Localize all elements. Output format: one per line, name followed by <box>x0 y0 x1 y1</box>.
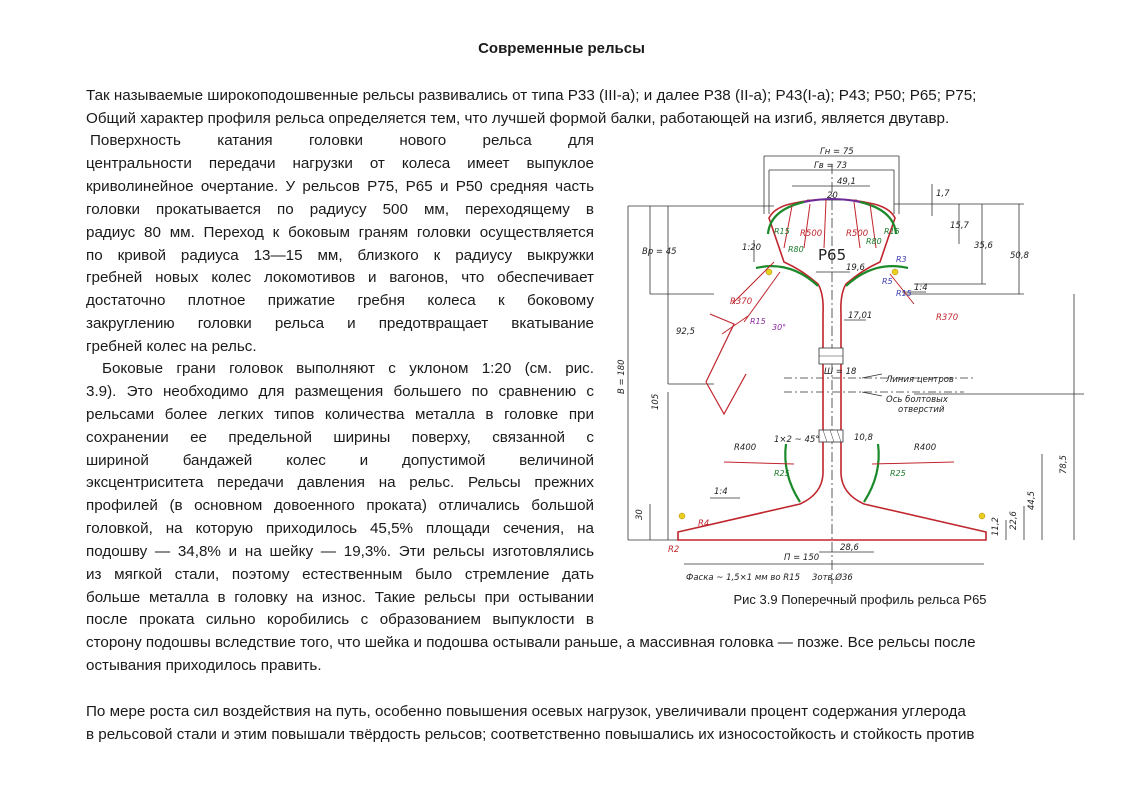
rail-profile-figure <box>614 144 1094 594</box>
rail-type-label: Р65 <box>818 246 847 264</box>
label-h112: 11,2 <box>991 517 1001 536</box>
label-r2: R2 <box>668 545 680 555</box>
final-line-1: По мере роста сил воздействия на путь, особенно повышения осевых нагрузок, увеличивали процент содержания углерода <box>86 703 966 720</box>
column-line: сохранении ее предельной ширины поверху, связанной с <box>86 429 594 446</box>
column-line: головки прокатывается по радиусу 500 мм, переходящему в <box>86 201 594 218</box>
label-h925: 92,5 <box>676 327 695 337</box>
column-line: эксцентриситета передачи давления на рельс. Рельсы прежних <box>86 474 594 491</box>
column-line: центральности передачи нагрузки от колеса имеет выпуклое <box>86 155 594 172</box>
label-gb: Гв = 73 <box>814 161 848 171</box>
label-slope14b: 1:4 <box>714 487 728 497</box>
column-line: достаточно плотное прижатие гребня колеса к боковому <box>86 292 594 309</box>
label-w1701: 17,01 <box>848 311 873 321</box>
label-r25b: R25 <box>890 469 906 478</box>
column-line: головкой, на которую приходилось 45,5% площади сечения, на <box>86 520 594 537</box>
column-line: гребней новых колес локомотивов и вагонов, что обеспечивает <box>86 269 594 286</box>
label-w491: 49,1 <box>837 177 856 187</box>
column-line: шириной бандажей колес и допустимой величиной <box>86 452 594 469</box>
label-r80a: R80 <box>788 245 804 254</box>
column-line: гребней колес на рельс. <box>86 338 257 355</box>
label-h157: 15,7 <box>950 221 969 231</box>
label-note2: 3отв.Ø36 <box>812 573 853 583</box>
column-line: больше металла в головку на износ. Такие рельсы при остывании <box>86 589 594 606</box>
label-w196: 19,6 <box>846 263 865 273</box>
label-slope120: 1:20 <box>742 243 762 253</box>
final-line-2: в рельсовой стали и этим повышали твёрдость рельсов; соответственно повышались их износостойкость и стойкость против <box>86 726 975 743</box>
column-line: рельсами более легких типов количества металла в головке при <box>86 406 594 423</box>
label-r15c: R15 <box>896 289 912 298</box>
label-r15d: R15 <box>750 317 766 326</box>
label-h508: 50,8 <box>1010 251 1029 261</box>
intro-line-1: Так называемые широкоподошвенные рельсы развивались от типа Р33 (III-а); и далее Р38 (II-а); Р43(I-а); Р43; Р50; Р65; Р75; <box>86 87 977 104</box>
label-r500b: R500 <box>846 229 869 239</box>
column-line: Поверхность катания головки нового рельса для <box>90 132 594 149</box>
label-r80b: R80 <box>866 237 882 246</box>
figure-caption: Рис 3.9 Поперечный профиль рельса Р65 <box>733 592 987 607</box>
intro-line-2: Общий характер профиля рельса определяется тем, что лучшей формой балки, работающей на изгиб, является двутавр. <box>86 110 950 127</box>
label-holes1: Ось болтовых <box>886 395 948 405</box>
column-line: радиус 80 мм. Переход к боковым граням головки осуществляется <box>86 224 594 241</box>
label-r500a: R500 <box>800 229 823 239</box>
label-r25a: R25 <box>774 469 790 478</box>
label-bp: Вр = 45 <box>642 247 677 257</box>
label-shm: Ш = 18 <box>824 367 857 377</box>
full-line-1: сторону подошвы вследствие того, что шейка и подошва остывали раньше, а массивная головка — позже. Все рельсы после <box>86 634 976 651</box>
label-h356: 35,6 <box>974 241 993 251</box>
label-slope14a: 1:4 <box>914 283 928 293</box>
label-h17: 1,7 <box>936 189 950 199</box>
label-base: П = 150 <box>784 553 820 563</box>
column-line: подошву — 34,8% и на шейку — 19,3%. Эти рельсы изготовлялись <box>86 543 594 560</box>
label-holes2: отверстий <box>898 405 945 415</box>
column-line: из мягкой стали, поэтому естественным было стремление дать <box>86 566 594 583</box>
radius-pointers <box>706 200 954 464</box>
column-line: профилей (в основном довоенного проката) отличались большой <box>86 497 594 514</box>
column-line: по кривой радиуса 13—15 мм, близкого к радиусу выкружки <box>86 247 594 264</box>
label-w108: 10,8 <box>854 433 873 443</box>
label-r370a: R370 <box>730 297 753 307</box>
column-line: 3.9). Это необходимо для размещения большего по сравнению с <box>86 383 594 400</box>
label-r400b: R400 <box>914 443 937 453</box>
column-line: Боковые грани головок выполняют с уклоном 1:20 (см. рис. <box>102 360 594 377</box>
label-w20: 20 <box>827 191 838 201</box>
column-line: закруглению головки рельса и предотвращает вкатывание <box>86 315 594 332</box>
label-w286: 28,6 <box>840 543 859 553</box>
label-r400a: R400 <box>734 443 757 453</box>
label-r4: R4 <box>698 519 710 529</box>
column-line: после проката сильно коробились с образованием выпуклости в <box>86 611 594 628</box>
label-h226: 22,6 <box>1009 511 1019 530</box>
label-note1: Фаска ~ 1,5×1 мм во R15 <box>686 573 800 583</box>
label-centers: Линия центров <box>886 375 954 385</box>
label-gh: Гн = 75 <box>820 147 854 157</box>
label-chamfer: 1×2 ~ 45° <box>774 435 820 445</box>
label-r3: R3 <box>896 255 907 264</box>
column-line: криволинейное очертание. У рельсов Р75, Р65 и Р50 средняя часть <box>86 178 594 195</box>
label-r370b: R370 <box>936 313 959 323</box>
page-title: Современные рельсы <box>478 40 645 57</box>
label-deg30: 30° <box>772 323 787 332</box>
label-r5: R5 <box>882 277 893 286</box>
full-line-2: остывания приходилось править. <box>86 657 322 674</box>
label-h30: 30 <box>635 509 645 520</box>
label-b180: В = 180 <box>617 359 627 394</box>
label-r15b: R15 <box>884 227 900 236</box>
label-h785: 78,5 <box>1059 455 1069 474</box>
label-h105: 105 <box>651 393 661 410</box>
label-h445: 44,5 <box>1027 491 1037 510</box>
label-r15a: R15 <box>774 227 790 236</box>
